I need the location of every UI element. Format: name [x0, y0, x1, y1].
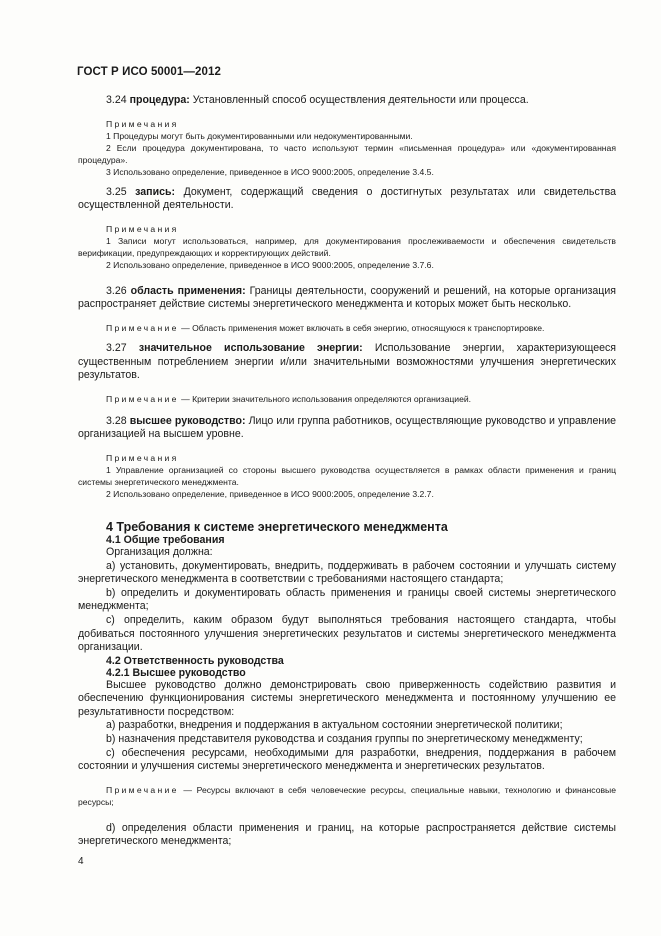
term-number: 3.28	[106, 414, 127, 427]
notes-label: Примечания	[106, 223, 179, 234]
subsection-heading-4-1: 4.1 Общие требования	[106, 533, 225, 546]
paragraph: Организация должна:	[106, 545, 213, 558]
term-name: область применения:	[130, 284, 246, 297]
term-name: процедура:	[129, 94, 190, 106]
term-name: значительное использование энергии:	[138, 341, 363, 354]
term-name: высшее руководство:	[129, 414, 246, 427]
note	[78, 322, 616, 334]
subsection-heading-4-2: 4.2 Ответственность руководства	[106, 654, 284, 667]
note: 1 Процедуры могут быть документированными или недокументированными.	[106, 130, 413, 141]
note-text: — Область применения может включать в себя энергию, относящуюся к транспортировке.	[181, 322, 545, 333]
list-item: а) разработки, внедрения и поддержания в актуальном состоянии энергетической политики;	[106, 719, 563, 732]
note: 1 Управление организацией со стороны высшего руководства осуществляется в рамках области применения и границ системы энергетического менеджмента.	[78, 464, 616, 487]
note-label: Примечание	[106, 393, 179, 404]
document-header: ГОСТ Р ИСО 50001—2012	[77, 66, 222, 78]
term-3-26	[78, 285, 616, 312]
note-label: Примечание	[106, 784, 179, 795]
term-number: 3.26	[106, 284, 127, 297]
term-name: запись:	[135, 185, 176, 198]
section-heading: 4 Требования к системе энергетического менеджмента	[106, 519, 448, 534]
term-number: 3.25	[106, 185, 127, 198]
subsection-heading-4-2-1: 4.2.1 Высшее руководство	[106, 666, 246, 679]
term-number: 3.24	[106, 94, 127, 106]
notes-label: Примечания	[106, 118, 179, 129]
note: 2 Если процедура документирована, то часто используют термин «письменная процедура» или «документированная процедура».	[78, 142, 616, 165]
term-3-25	[78, 186, 616, 213]
note	[78, 784, 616, 808]
note-label: Примечание	[106, 322, 179, 333]
note: 3 Использовано определение, приведенное в ИСО 9000:2005, определение 3.4.5.	[106, 166, 434, 177]
term-definition: Лицо или группа работников, осуществляющие руководство и управление организацией на высшем уровне.	[78, 414, 617, 441]
page-number: 4	[78, 856, 84, 867]
note-text: — Ресурсы включают в себя человеческие ресурсы, специальные навыки, технологию и финансовые ресурсы;	[78, 784, 616, 807]
list-item: d) определения области применения и границ, на которые распространяется действие системы энергетического менеджмента;	[78, 821, 616, 848]
list-item: b) назначения представителя руководства и создания группы по энергетическому менеджменту;	[106, 733, 583, 746]
term-definition: Границы деятельности, сооружений и решений, на которые организация распространяет действие системы энергетического менеджмента и которых может быть несколько.	[78, 284, 616, 311]
note: 2 Использовано определение, приведенное в ИСО 9000:2005, определение 3.7.6.	[106, 259, 434, 270]
paragraph: Высшее руководство должно демонстрировать свою приверженность содействию развития и обеспечению функционирования системы энергетического менеджмента и постоянному улучшению ее результативности посредством:	[78, 678, 616, 718]
list-item: b) определить и документировать область применения и границы своей системы энергетического менеджмента;	[78, 586, 616, 613]
term-3-28	[78, 415, 616, 442]
term-definition: Использование энергии, характеризующееся существенным потреблением энергии и/или значительными возможностями улучшения энергетических результатов.	[78, 341, 617, 382]
list-item: а) установить, документировать, внедрить, поддерживать в рабочем состоянии и улучшать систему энергетического менеджмента в соответствии с требованиями настоящего стандарта;	[78, 559, 616, 586]
note-text: — Критерии значительного использования определяются организацией.	[181, 393, 472, 404]
term-3-24	[78, 94, 616, 108]
notes-label: Примечания	[106, 452, 179, 463]
term-definition: Документ, содержащий сведения о достигнутых результатах или свидетельства осуществленной деятельности.	[78, 185, 616, 212]
list-item: c) обеспечения ресурсами, необходимыми для разработки, внедрения, поддержания в рабочем состоянии и улучшения системы энергетического менеджмента и энергетических результатов.	[78, 746, 616, 773]
note: 1 Записи могут использоваться, например, для документирования прослеживаемости и обеспечения свидетельств верификации, предупреждающих и корректирующих действий.	[78, 235, 616, 258]
list-item: c) определить, каким образом будут выполняться требования настоящего стандарта, чтобы добиваться постоянного улучшения энергетических результатов и системы энергетического менеджмента организации.	[78, 613, 616, 654]
note	[78, 393, 616, 405]
term-definition: Установленный способ осуществления деятельности или процесса.	[192, 94, 529, 106]
term-3-27	[78, 342, 616, 383]
term-number: 3.27	[106, 341, 127, 354]
note: 2 Использовано определение, приведенное в ИСО 9000:2005, определение 3.2.7.	[106, 488, 434, 499]
page-content	[78, 94, 616, 849]
